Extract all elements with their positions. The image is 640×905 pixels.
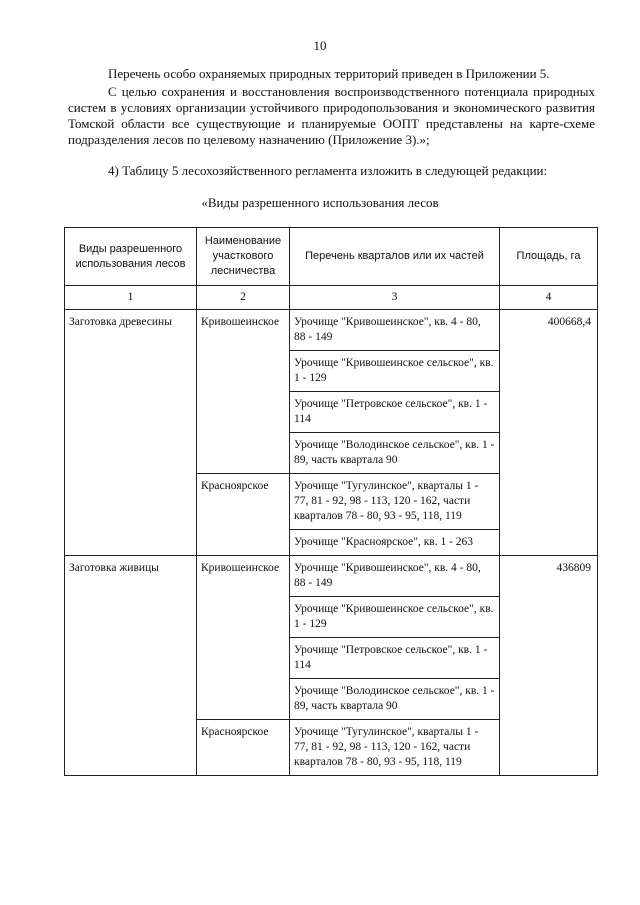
quarter-cell: Урочище "Тугулинское", кварталы 1 - 77, 81 - 92, 98 - 113, 120 - 162, части кварталов 78 - 80, 93 - 95, 118, 119 [290,474,500,530]
table-caption: «Виды разрешенного использования лесов [201,195,439,210]
quarter-cell: Урочище "Володинское сельское", кв. 1 - 89, часть квартала 90 [290,679,500,720]
table-row [65,556,598,597]
quarter-cell: Урочище "Кривошеинское сельское", кв. 1 - 129 [290,597,500,638]
page-number: 10 [313,38,327,53]
area-cell: 400668,4 [500,310,598,556]
header-use-type: Виды разрешенного использования лесов [65,228,197,286]
quarter-cell: Урочище "Кривошеинское", кв. 4 - 80, 88 - 149 [290,556,500,597]
forestry-cell: Кривошеинское [197,556,290,720]
quarter-cell: Урочище "Кривошеинское сельское", кв. 1 - 129 [290,351,500,392]
column-number: 1 [65,286,197,310]
header-area: Площадь, га [500,228,598,286]
paragraph-conservation: С целью сохранения и восстановления воспроизводственного потенциала природных систем в условиях организации устойчивого природопользования и экономического развития Томской области все существующие и планируемые ООПТ представлены на карте-схеме подразделения лесов по целевому назначению (Приложение 3).»; [68,84,595,147]
table-header-row [65,228,598,286]
quarter-cell: Урочище "Кривошеинское", кв. 4 - 80, 88 - 149 [290,310,500,351]
quarter-cell: Урочище "Тугулинское", кварталы 1 - 77, 81 - 92, 98 - 113, 120 - 162, части кварталов 78 - 80, 93 - 95, 118, 119 [290,720,500,776]
forest-use-table [64,227,598,776]
paragraph-table-intro: 4) Таблицу 5 лесохозяйственного регламента изложить в следующей редакции: [108,163,548,178]
use-type-cell: Заготовка живицы [65,556,197,776]
quarter-cell: Урочище "Петровское сельское", кв. 1 - 114 [290,392,500,433]
header-quarters: Перечень кварталов или их частей [290,228,500,286]
table-row [65,310,598,351]
header-forestry: Наименование участкового лесничества [197,228,290,286]
quarter-cell: Урочище "Красноярское", кв. 1 - 263 [290,530,500,556]
forestry-cell: Красноярское [197,720,290,776]
column-number: 2 [197,286,290,310]
area-cell: 436809 [500,556,598,776]
quarter-cell: Урочище "Петровское сельское", кв. 1 - 114 [290,638,500,679]
column-number-row [65,286,598,310]
forestry-cell: Кривошеинское [197,310,290,474]
use-type-cell: Заготовка древесины [65,310,197,556]
column-number: 3 [290,286,500,310]
quarter-cell: Урочище "Володинское сельское", кв. 1 - 89, часть квартала 90 [290,433,500,474]
column-number: 4 [500,286,598,310]
forestry-cell: Красноярское [197,474,290,556]
paragraph-protected-areas: Перечень особо охраняемых природных территорий приведен в Приложении 5. [108,66,550,81]
